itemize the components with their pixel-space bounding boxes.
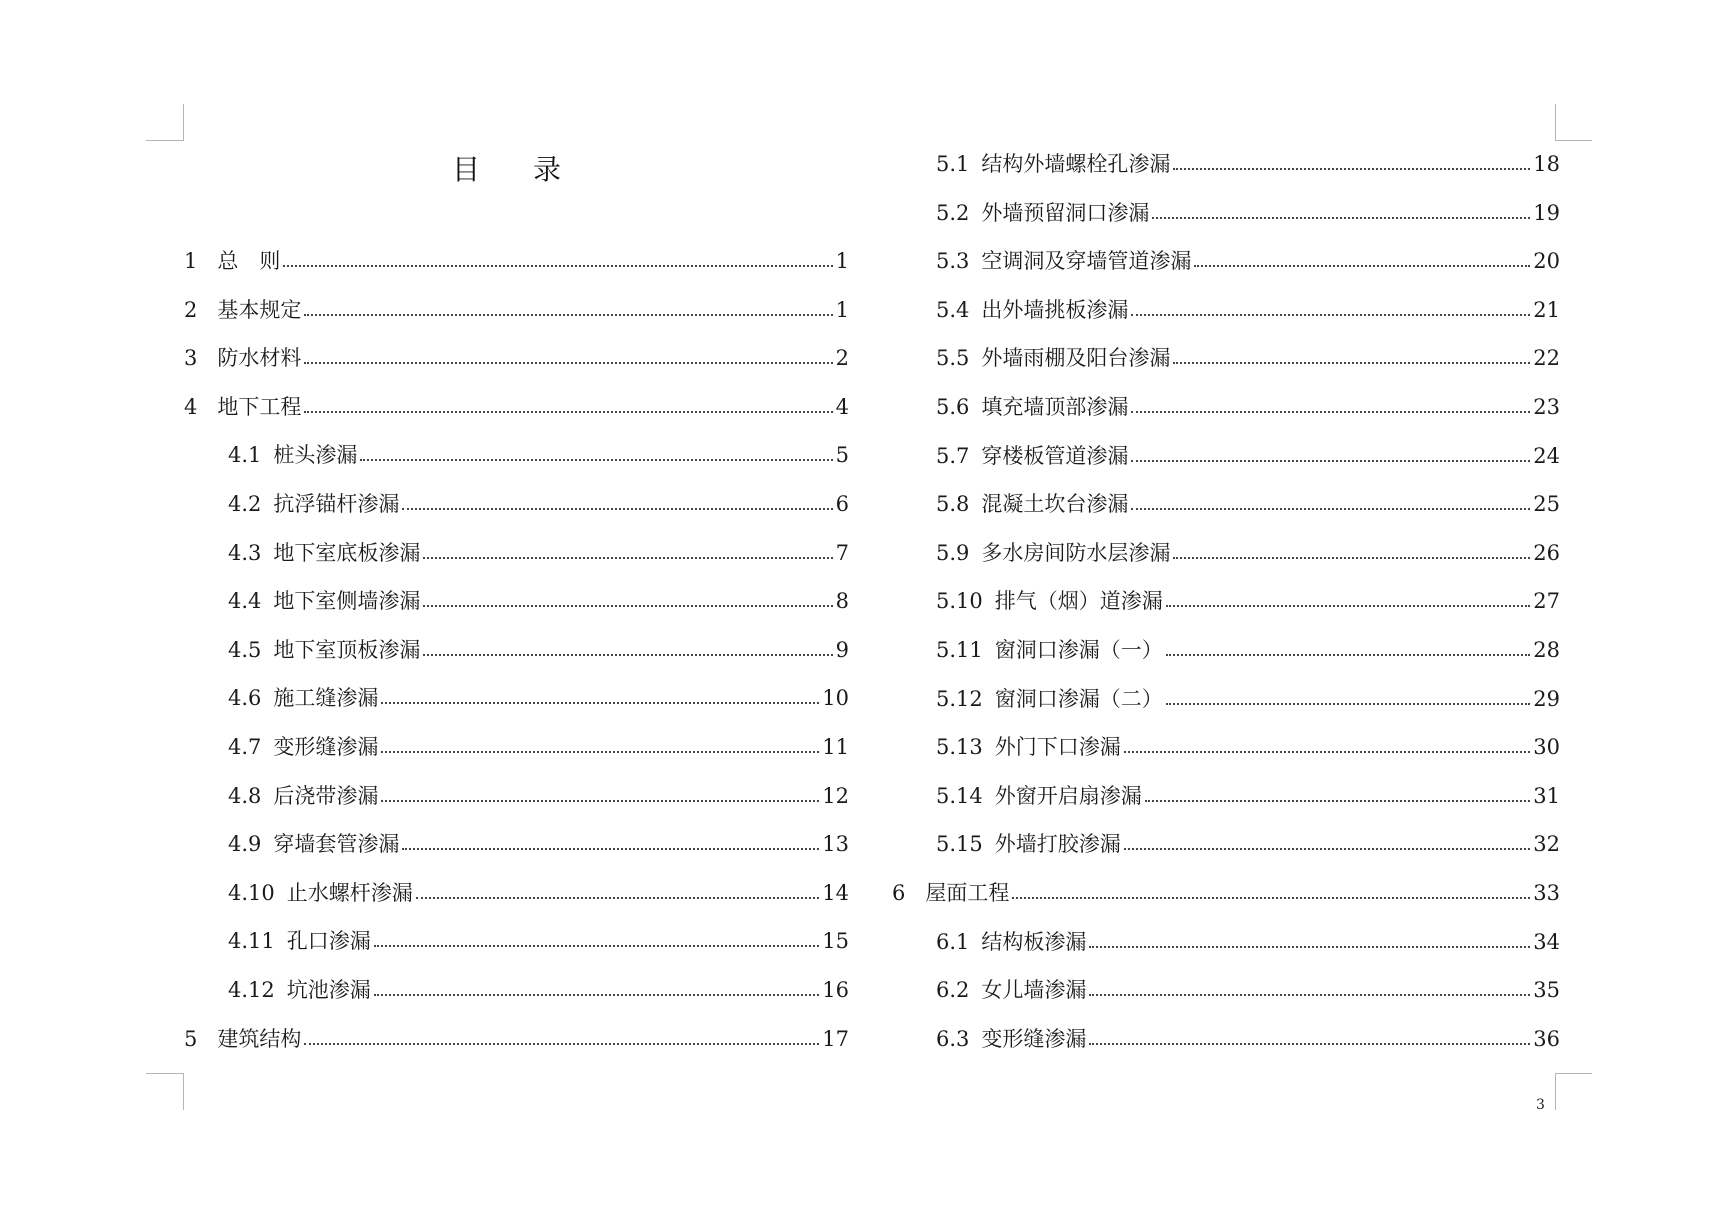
toc-entry-title: 变形缝渗漏	[981, 1026, 1087, 1051]
toc-entry-title: 排气（烟）道渗漏	[994, 589, 1163, 614]
crop-mark-bottom-right-h	[1555, 1073, 1592, 1074]
toc-entry[interactable]	[228, 683, 849, 713]
toc-leader-dots	[402, 489, 832, 519]
toc-entry-page: 32	[1533, 832, 1560, 857]
crop-mark-top-left-h	[146, 140, 183, 141]
toc-entry-page: 30	[1533, 735, 1560, 760]
toc-entry-number: 4.12	[228, 978, 275, 1002]
toc-entry-number: 4.8	[228, 783, 262, 808]
toc-entry[interactable]	[936, 538, 1560, 568]
toc-entry[interactable]	[936, 343, 1560, 373]
toc-entry-page: 1	[835, 249, 849, 273]
toc-entry-number: 5	[184, 1026, 198, 1051]
toc-entry-title: 穿墙套管渗漏	[273, 832, 400, 857]
toc-leader-dots	[1131, 441, 1530, 471]
toc-entry-title: 空调洞及穿墙管道渗漏	[981, 249, 1192, 274]
toc-entry-title: 地下工程	[217, 394, 302, 419]
crop-mark-top-right-v	[1555, 104, 1556, 141]
toc-entry-title: 建筑结构	[217, 1026, 302, 1051]
toc-leader-dots	[1089, 927, 1530, 957]
toc-leader-dots	[304, 1024, 819, 1054]
toc-entry-number: 4.9	[228, 832, 262, 857]
toc-entry-number: 5.8	[936, 492, 970, 517]
toc-entry-page: 9	[835, 637, 849, 662]
toc-entry-number: 5.15	[936, 832, 983, 857]
toc-entry-page: 34	[1533, 929, 1560, 954]
toc-entry-number: 5.9	[936, 540, 970, 565]
toc-entry-number: 1	[184, 249, 198, 273]
toc-entry-number: 4.7	[228, 735, 262, 759]
toc-entry-page: 21	[1533, 297, 1560, 322]
toc-entry-title: 外墙雨棚及阳台渗漏	[981, 346, 1171, 371]
toc-entry-number: 6	[892, 881, 906, 905]
toc-entry-title: 施工缝渗漏	[273, 686, 379, 711]
toc-entry-number: 3	[184, 346, 198, 371]
toc-entry[interactable]	[936, 635, 1560, 665]
toc-entry-page: 2	[835, 346, 849, 371]
toc-leader-dots	[1131, 489, 1530, 519]
toc-entry-number: 5.7	[936, 443, 970, 468]
page-title: 目 录	[452, 153, 583, 186]
toc-entry-number: 5.2	[936, 200, 970, 225]
toc-entry-number: 5.13	[936, 735, 983, 760]
toc-entry-page: 35	[1533, 978, 1560, 1003]
toc-entry-number: 2	[184, 297, 198, 322]
toc-entry-page: 27	[1533, 589, 1560, 614]
toc-entry-number: 5.5	[936, 346, 970, 371]
toc-leader-dots	[381, 683, 819, 713]
toc-leader-dots	[1166, 635, 1531, 665]
toc-entry[interactable]	[936, 732, 1560, 762]
toc-entry-title: 孔口渗漏	[286, 929, 371, 954]
page-number: 3	[1536, 1097, 1545, 1113]
toc-leader-dots	[423, 538, 832, 568]
toc-entry-title: 防水材料	[217, 346, 302, 371]
toc-entry[interactable]	[936, 781, 1560, 811]
toc-leader-dots	[381, 732, 819, 762]
toc-entry-page: 28	[1533, 638, 1560, 662]
toc-entry-page: 33	[1533, 881, 1560, 905]
crop-mark-bottom-right-v	[1555, 1073, 1556, 1110]
toc-entry-number: 4.5	[228, 637, 262, 662]
toc-entry-number: 4	[184, 394, 198, 419]
toc-entry-title: 屋面工程	[925, 881, 1010, 905]
toc-entry-title: 基本规定	[217, 297, 302, 322]
toc-leader-dots	[1152, 198, 1530, 228]
toc-entry-number: 4.2	[228, 492, 262, 516]
toc-entry-page: 22	[1533, 346, 1560, 371]
toc-entry-number: 5.12	[936, 686, 983, 711]
toc-entry[interactable]	[184, 1024, 849, 1054]
toc-entry-page: 29	[1533, 686, 1560, 711]
toc-entry[interactable]	[936, 684, 1560, 714]
toc-leader-dots	[402, 829, 819, 859]
toc-entry-number: 5.3	[936, 249, 970, 274]
toc-entry-title: 外墙打胶渗漏	[994, 832, 1121, 857]
toc-entry-page: 15	[822, 929, 849, 954]
toc-leader-dots	[360, 440, 832, 470]
toc-entry-title: 填充墙顶部渗漏	[981, 395, 1129, 419]
toc-entry-title: 变形缝渗漏	[273, 735, 379, 759]
toc-entry-page: 11	[822, 735, 849, 759]
toc-entry-page: 13	[822, 832, 849, 857]
toc-leader-dots	[1012, 878, 1530, 908]
toc-entry-title: 总 则	[217, 249, 281, 273]
toc-leader-dots	[1089, 1024, 1530, 1054]
toc-entry-title: 外门下口渗漏	[994, 735, 1121, 760]
toc-entry[interactable]	[228, 829, 849, 859]
toc-leader-dots	[374, 926, 820, 956]
toc-entry-title: 地下室侧墙渗漏	[273, 589, 421, 614]
toc-entry-title: 多水房间防水层渗漏	[981, 540, 1171, 565]
toc-entry-title: 结构外墙螺栓孔渗漏	[981, 152, 1171, 176]
toc-leader-dots	[1173, 149, 1530, 179]
toc-entry-page: 26	[1533, 540, 1560, 565]
toc-leader-dots	[1124, 829, 1531, 859]
toc-entry-page: 4	[835, 394, 849, 419]
toc-entry[interactable]	[936, 246, 1560, 276]
toc-leader-dots	[1194, 246, 1530, 276]
toc-leader-dots	[304, 392, 832, 422]
toc-entry[interactable]	[228, 781, 849, 811]
toc-entry-page: 6	[835, 492, 849, 516]
toc-entry[interactable]	[936, 489, 1560, 519]
toc-entry-title: 穿楼板管道渗漏	[981, 443, 1129, 468]
toc-entry-title: 窗洞口渗漏（一）	[994, 638, 1163, 662]
toc-entry-page: 18	[1533, 152, 1560, 176]
toc-entry[interactable]	[936, 198, 1560, 228]
toc-entry-page: 1	[835, 297, 849, 322]
toc-entry-page: 14	[822, 880, 849, 905]
toc-entry-page: 24	[1533, 443, 1560, 468]
toc-leader-dots	[1089, 975, 1530, 1005]
toc-leader-dots	[304, 295, 832, 325]
toc-entry-title: 混凝土坎台渗漏	[981, 492, 1129, 517]
toc-leader-dots	[1166, 684, 1531, 714]
toc-entry-title: 外墙预留洞口渗漏	[981, 200, 1150, 225]
toc-entry-page: 10	[822, 686, 849, 711]
toc-entry-page: 8	[835, 589, 849, 614]
toc-leader-dots	[423, 635, 832, 665]
crop-mark-top-right-h	[1555, 140, 1592, 141]
toc-entry[interactable]	[184, 246, 849, 276]
toc-entry-page: 20	[1533, 249, 1560, 274]
toc-entry-number: 4.1	[228, 443, 262, 468]
toc-entry-page: 23	[1533, 395, 1560, 419]
toc-entry[interactable]	[228, 538, 849, 568]
toc-entry[interactable]	[892, 878, 1560, 908]
toc-leader-dots	[283, 246, 832, 276]
toc-entry[interactable]	[228, 489, 849, 519]
crop-mark-top-left-v	[183, 104, 184, 141]
toc-entry-page: 7	[835, 540, 849, 565]
toc-entry[interactable]	[228, 878, 849, 908]
toc-entry-number: 4.10	[228, 880, 275, 905]
toc-entry[interactable]	[936, 975, 1560, 1005]
toc-entry-title: 抗浮锚杆渗漏	[273, 492, 400, 516]
toc-entry[interactable]	[228, 635, 849, 665]
toc-entry-page: 31	[1533, 783, 1560, 808]
toc-entry[interactable]	[184, 392, 849, 422]
toc-leader-dots	[1131, 295, 1530, 325]
toc-entry-page: 16	[822, 978, 849, 1002]
toc-entry-title: 窗洞口渗漏（二）	[994, 686, 1163, 711]
toc-entry[interactable]	[228, 926, 849, 956]
toc-entry-number: 5.14	[936, 783, 983, 808]
toc-entry-title: 出外墙挑板渗漏	[981, 297, 1129, 322]
toc-leader-dots	[1166, 586, 1531, 616]
toc-entry-title: 地下室顶板渗漏	[273, 637, 421, 662]
toc-entry-number: 6.2	[936, 978, 970, 1003]
toc-entry[interactable]	[184, 343, 849, 373]
toc-entry[interactable]	[936, 586, 1560, 616]
toc-entry-page: 19	[1533, 200, 1560, 225]
toc-entry-number: 5.6	[936, 395, 970, 419]
toc-entry[interactable]	[228, 440, 849, 470]
toc-entry-number: 6.3	[936, 1026, 970, 1051]
toc-entry-title: 外窗开启扇渗漏	[994, 783, 1142, 808]
toc-entry[interactable]	[936, 1024, 1560, 1054]
toc-entry-number: 5.11	[936, 638, 983, 662]
toc-entry-number: 4.6	[228, 686, 262, 711]
toc-entry-title: 止水螺杆渗漏	[286, 880, 413, 905]
toc-entry[interactable]	[228, 732, 849, 762]
toc-leader-dots	[423, 586, 832, 616]
toc-entry-title: 女儿墙渗漏	[981, 978, 1087, 1003]
toc-entry-page: 25	[1533, 492, 1560, 517]
toc-entry-number: 5.10	[936, 589, 983, 614]
toc-entry[interactable]	[936, 441, 1560, 471]
toc-entry-number: 4.11	[228, 929, 275, 954]
toc-entry[interactable]	[228, 975, 849, 1005]
toc-leader-dots	[1131, 392, 1530, 422]
toc-entry[interactable]	[936, 392, 1560, 422]
toc-entry[interactable]	[184, 295, 849, 325]
toc-entry[interactable]	[936, 295, 1560, 325]
toc-leader-dots	[416, 878, 820, 908]
toc-entry[interactable]	[936, 829, 1560, 859]
toc-entry-page: 17	[822, 1026, 849, 1051]
toc-entry-title: 桩头渗漏	[273, 443, 358, 468]
toc-entry-number: 4.4	[228, 589, 262, 614]
toc-leader-dots	[1124, 732, 1531, 762]
toc-entry[interactable]	[228, 586, 849, 616]
toc-entry-page: 12	[822, 783, 849, 808]
toc-leader-dots	[1173, 343, 1530, 373]
toc-leader-dots	[374, 975, 820, 1005]
crop-mark-bottom-left-h	[146, 1073, 183, 1074]
toc-entry-number: 5.1	[936, 152, 970, 176]
toc-leader-dots	[304, 343, 832, 373]
toc-entry[interactable]	[936, 149, 1560, 179]
toc-leader-dots	[1145, 781, 1531, 811]
toc-entry-number: 6.1	[936, 929, 970, 954]
toc-entry-title: 结构板渗漏	[981, 929, 1087, 954]
toc-entry-title: 坑池渗漏	[286, 978, 371, 1002]
toc-entry-title: 后浇带渗漏	[273, 783, 379, 808]
toc-entry-number: 5.4	[936, 297, 970, 322]
toc-leader-dots	[1173, 538, 1530, 568]
toc-entry-number: 4.3	[228, 540, 262, 565]
crop-mark-bottom-left-v	[183, 1073, 184, 1110]
toc-entry-title: 地下室底板渗漏	[273, 540, 421, 565]
toc-entry-page: 5	[835, 443, 849, 468]
toc-entry[interactable]	[936, 927, 1560, 957]
toc-entry-page: 36	[1533, 1026, 1560, 1051]
toc-leader-dots	[381, 781, 819, 811]
